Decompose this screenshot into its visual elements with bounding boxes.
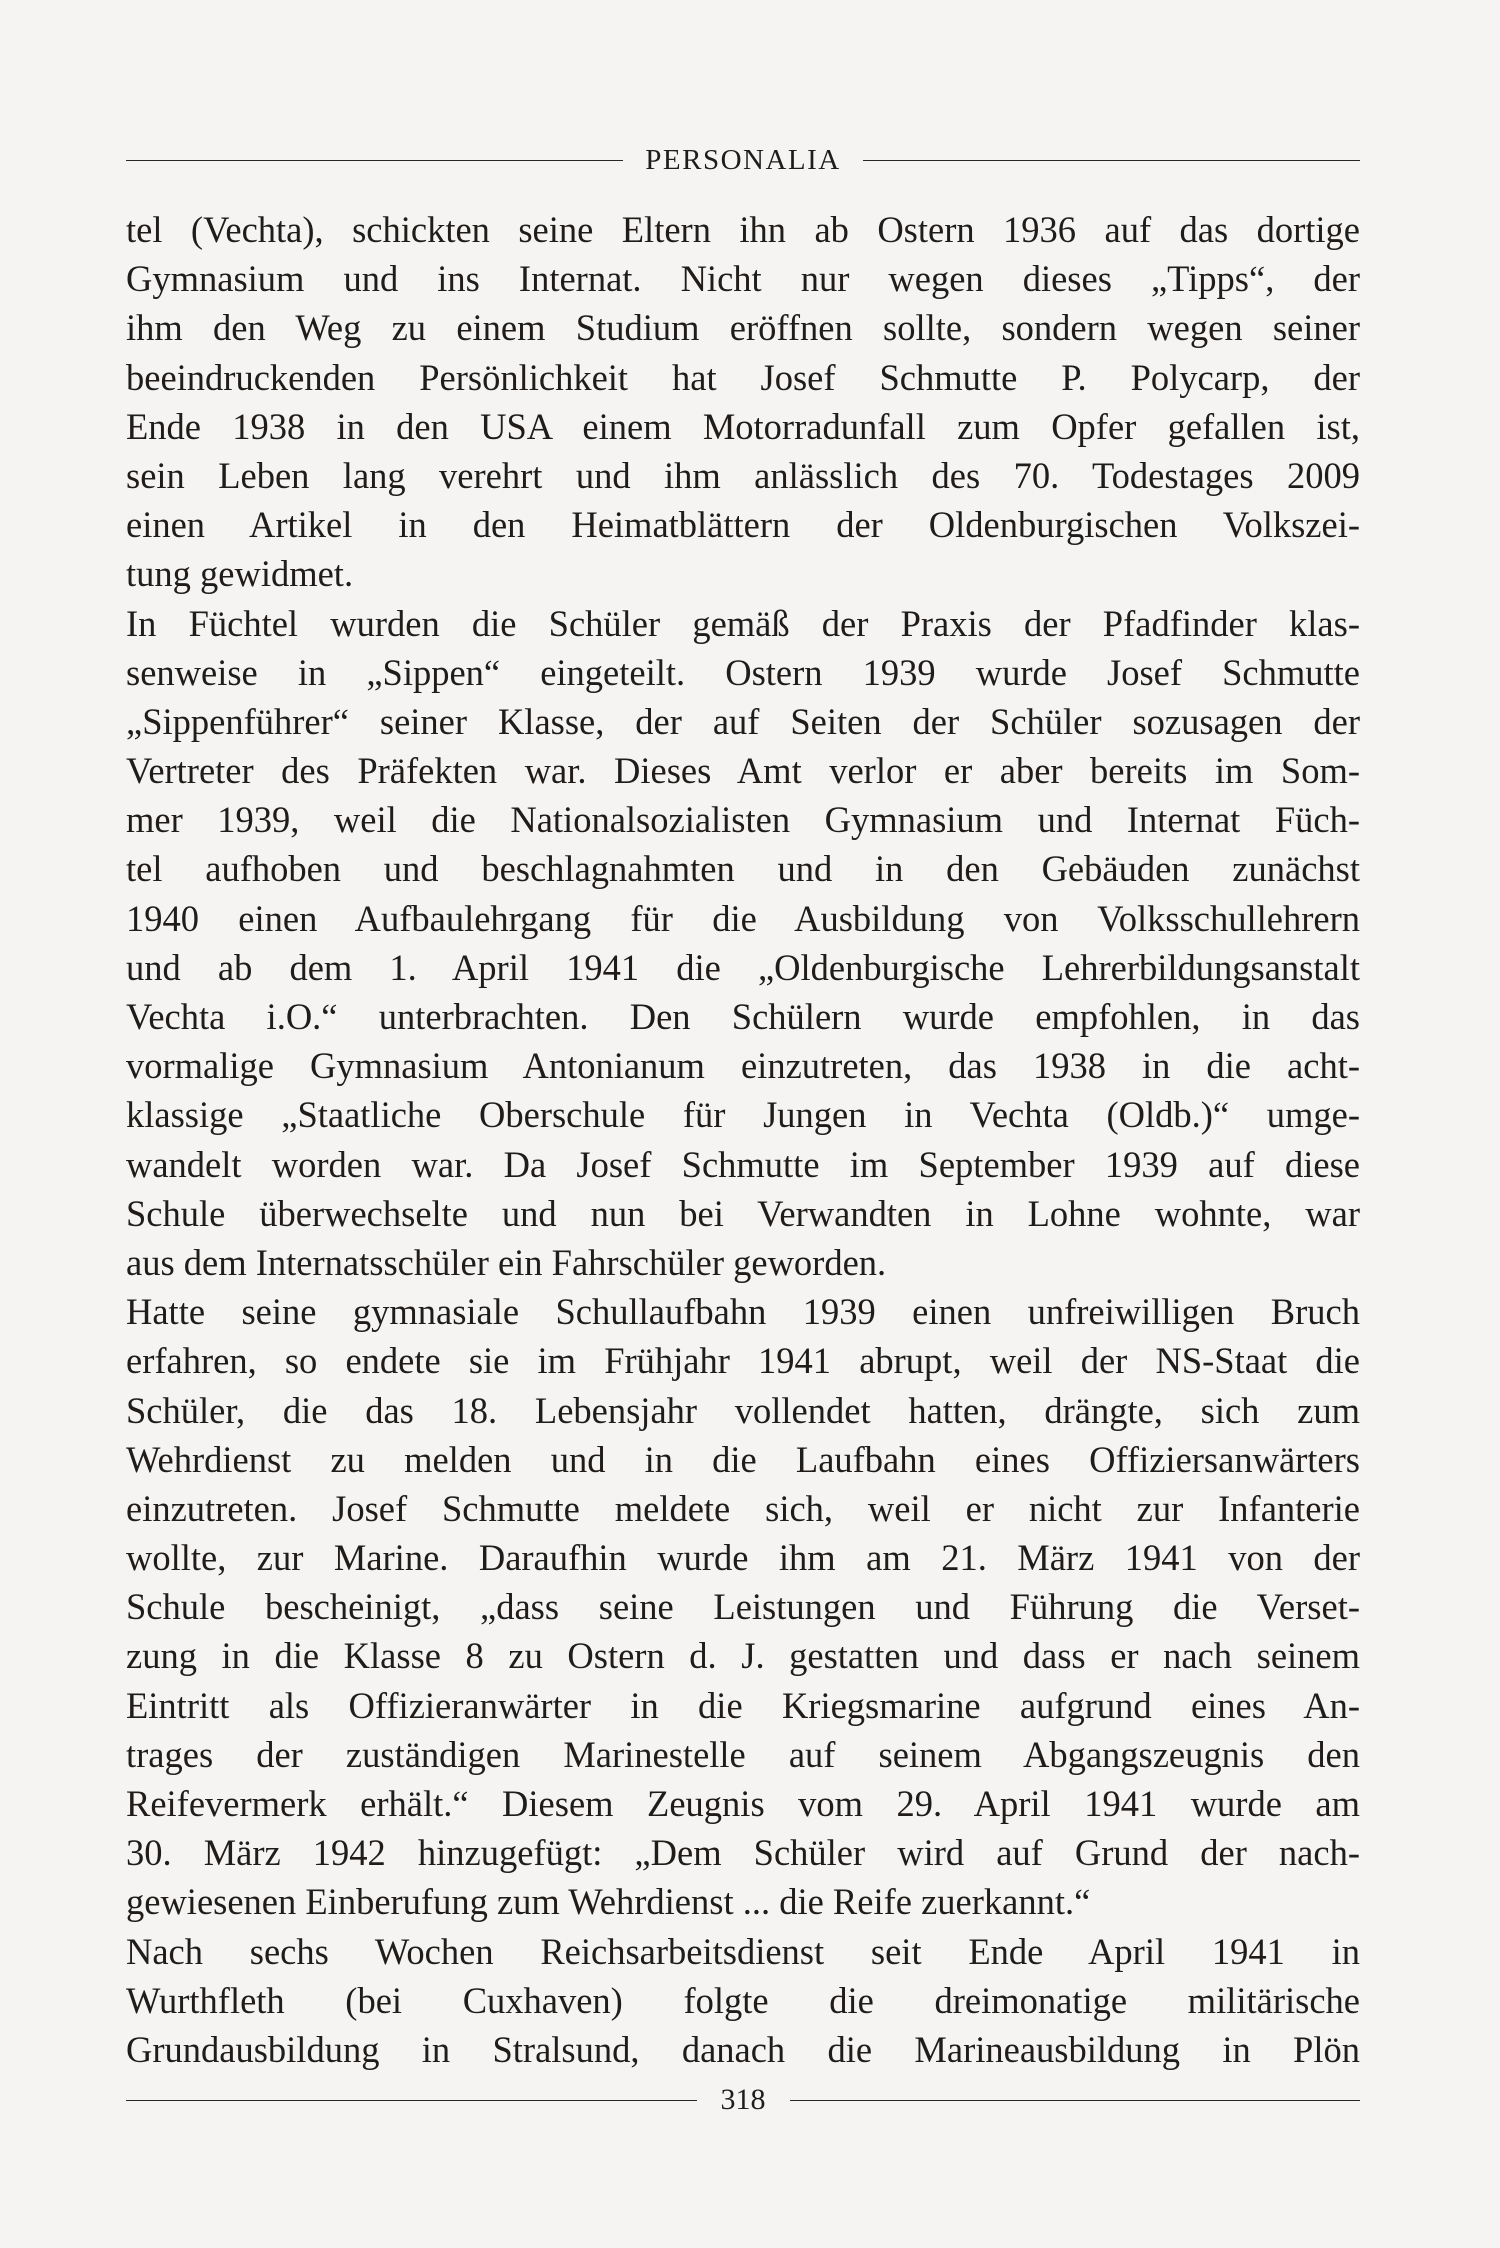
text-line: Eintritt als Offizieranwärter in die Kriegsmarine aufgrund eines An- bbox=[126, 1684, 1360, 1726]
text-line: 1940 einen Aufbaulehrgang für die Ausbildung von Volksschullehrern bbox=[126, 897, 1360, 939]
text-line: senweise in „Sippen“ eingeteilt. Ostern 1939 wurde Josef Schmutte bbox=[126, 651, 1360, 693]
text-line: In Füchtel wurden die Schüler gemäß der Praxis der Pfadfinder klas- bbox=[126, 602, 1360, 644]
footer-rule-right bbox=[790, 2100, 1361, 2101]
text-line: 30. März 1942 hinzugefügt: „Dem Schüler wird auf Grund der nach- bbox=[126, 1832, 1360, 1874]
text-line: Hatte seine gymnasiale Schullaufbahn 1939 einen unfreiwilligen Bruch bbox=[126, 1291, 1360, 1333]
text-line: mer 1939, weil die Nationalsozialisten Gymnasium und Internat Füch- bbox=[126, 799, 1360, 841]
running-head bbox=[126, 138, 1360, 182]
text-line: tung gewidmet. bbox=[126, 553, 354, 595]
text-line: zung in die Klasse 8 zu Ostern d. J. gestatten und dass er nach seinem bbox=[126, 1635, 1360, 1677]
page-footer bbox=[126, 2078, 1360, 2122]
text-line: „Sippenführer“ seiner Klasse, der auf Seiten der Schüler sozusagen der bbox=[126, 700, 1360, 742]
text-line: ihm den Weg zu einem Studium eröffnen sollte, sondern wegen seiner bbox=[126, 307, 1360, 349]
text-line: Vertreter des Präfekten war. Dieses Amt verlor er aber bereits im Som- bbox=[126, 750, 1360, 792]
text-line: sein Leben lang verehrt und ihm anlässlich des 70. Todestages 2009 bbox=[126, 454, 1360, 496]
text-line: beeindruckenden Persönlichkeit hat Josef Schmutte P. Polycarp, der bbox=[126, 356, 1360, 398]
text-line: einen Artikel in den Heimatblättern der Oldenburgischen Volkszei- bbox=[126, 504, 1360, 546]
text-line: Schule überwechselte und nun bei Verwandten in Lohne wohnte, war bbox=[126, 1192, 1360, 1234]
text-line: tel aufhoben und beschlagnahmten und in den Gebäuden zunächst bbox=[126, 848, 1360, 890]
text-line: erfahren, so endete sie im Frühjahr 1941 abrupt, weil der NS-Staat die bbox=[126, 1340, 1360, 1382]
text-line: Reifevermerk erhält.“ Diesem Zeugnis vom 29. April 1941 wurde am bbox=[126, 1783, 1360, 1824]
text-line: Schule bescheinigt, „dass seine Leistungen und Führung die Verset- bbox=[126, 1586, 1360, 1628]
text-line: wollte, zur Marine. Daraufhin wurde ihm am 21. März 1941 von der bbox=[126, 1537, 1360, 1579]
text-line: Grundausbildung in Stralsund, danach die Marineausbildung in Plön bbox=[126, 2028, 1360, 2070]
text-line: Ende 1938 in den USA einem Motorradunfall zum Opfer gefallen ist, bbox=[126, 405, 1360, 447]
text-line: Wehrdienst zu melden und in die Laufbahn eines Offiziersanwärters bbox=[126, 1438, 1360, 1480]
running-head-rule-left bbox=[126, 160, 623, 161]
text-line: tel (Vechta), schickten seine Eltern ihn ab Ostern 1936 auf das dortige bbox=[126, 209, 1360, 250]
text-line: Vechta i.O.“ unterbrachten. Den Schülern wurde empfohlen, in das bbox=[126, 996, 1360, 1037]
text-line: aus dem Internatsschüler ein Fahrschüler geworden. bbox=[126, 1241, 887, 1283]
text-line: wandelt worden war. Da Josef Schmutte im September 1939 auf diese bbox=[126, 1143, 1360, 1185]
body-text bbox=[126, 205, 1360, 2074]
running-head-title: PERSONALIA bbox=[645, 144, 841, 176]
text-line: Gymnasium und ins Internat. Nicht nur wegen dieses „Tipps“, der bbox=[126, 258, 1360, 300]
text-line: vormalige Gymnasium Antonianum einzutreten, das 1938 in die acht- bbox=[126, 1045, 1360, 1087]
footer-rule-left bbox=[126, 2100, 697, 2101]
text-line: Schüler, die das 18. Lebensjahr vollendet hatten, drängte, sich zum bbox=[126, 1389, 1360, 1431]
text-line: und ab dem 1. April 1941 die „Oldenburgische Lehrerbildungsanstalt bbox=[126, 946, 1360, 988]
text-line: einzutreten. Josef Schmutte meldete sich, weil er nicht zur Infanterie bbox=[126, 1487, 1360, 1529]
text-line: gewiesenen Einberufung zum Wehrdienst ... die Reife zuerkannt.“ bbox=[126, 1881, 1091, 1923]
text-line: klassige „Staatliche Oberschule für Jungen in Vechta (Oldb.)“ umge- bbox=[126, 1094, 1360, 1136]
text-line: Wurthfleth (bei Cuxhaven) folgte die dreimonatige militärische bbox=[126, 1979, 1360, 2021]
text-line: Nach sechs Wochen Reichsarbeitsdienst seit Ende April 1941 in bbox=[126, 1930, 1360, 1972]
page-number: 318 bbox=[720, 2083, 766, 2116]
text-line: trages der zuständigen Marinestelle auf seinem Abgangszeugnis den bbox=[126, 1733, 1360, 1775]
running-head-rule-right bbox=[863, 160, 1360, 161]
